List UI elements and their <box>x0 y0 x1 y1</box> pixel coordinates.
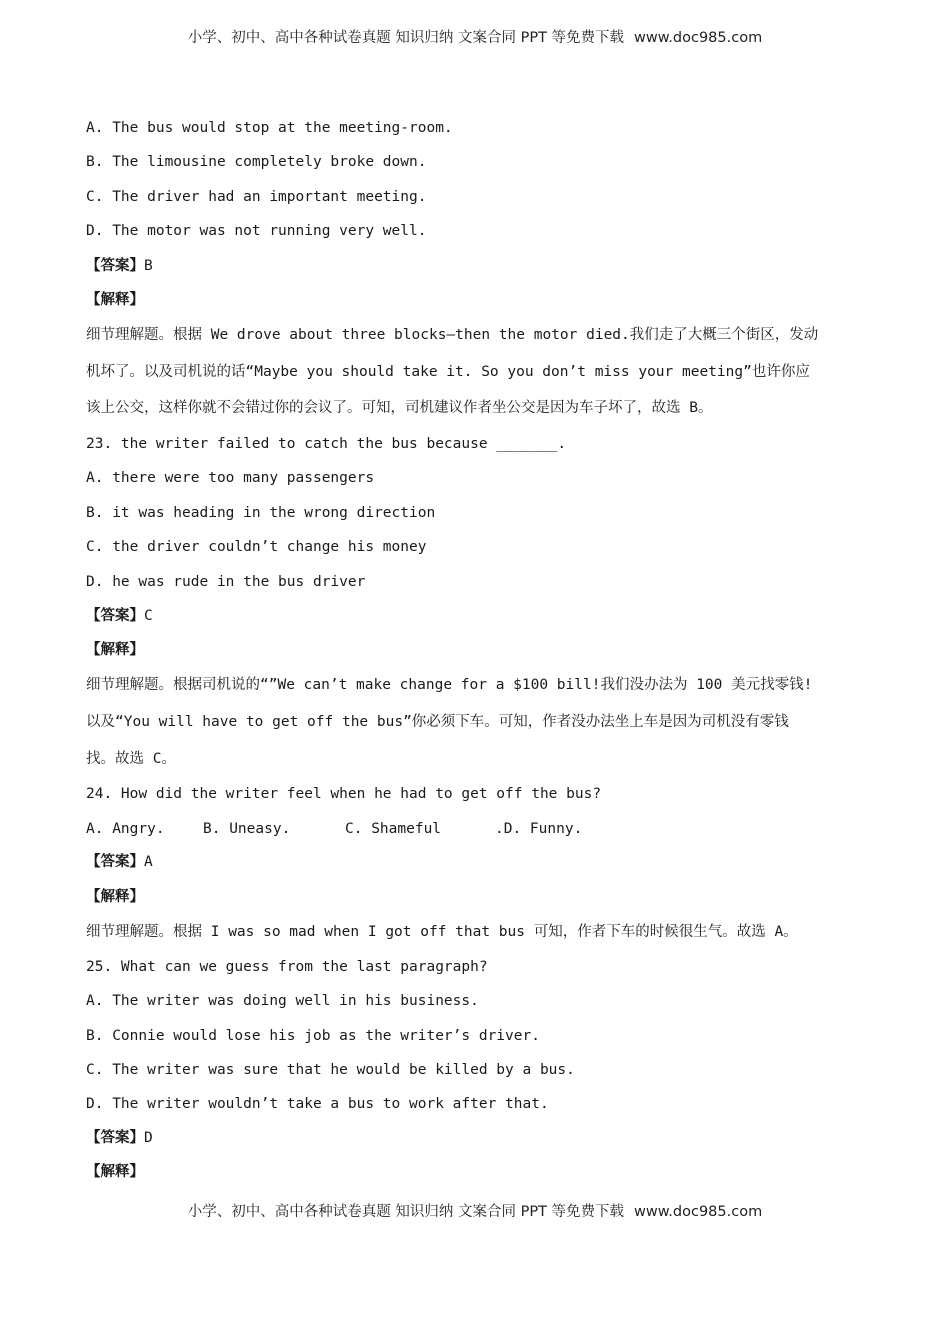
q24-options <box>86 819 582 839</box>
q25-explain-label: 【解释】 <box>86 1164 144 1180</box>
answer-value: B <box>144 258 153 274</box>
q24-answer <box>86 852 153 872</box>
q22-explanation-line-3: 该上公交，这样你就不会错过你的会议了。可知，司机建议作者坐公交是因为车子坏了，故选 B。 <box>86 400 713 416</box>
q23-option-d: D. he was rude in the bus driver <box>86 574 366 590</box>
q24-option-a: A. Angry. <box>86 821 165 837</box>
q22-option-b: B. The limousine completely broke down. <box>86 154 427 170</box>
q22-option-a: A. The bus would stop at the meeting-room. <box>86 120 453 136</box>
q24-explanation-line-1: 细节理解题。根据 I was so mad when I got off that bus 可知，作者下车的时候很生气。故选 A。 <box>86 924 798 940</box>
q25-question: 25. What can we guess from the last paragraph? <box>86 959 488 975</box>
q24-option-c: C. Shameful <box>345 821 442 837</box>
footer-site-link[interactable]: www.doc985.com <box>634 1204 763 1220</box>
q23-explanation-line-1: 细节理解题。根据司机说的“”We can’t make change for a $100 bill!我们没办法为 100 美元找零钱! <box>86 677 813 693</box>
q24-option-b: B. Uneasy. <box>203 821 291 837</box>
answer-value: D <box>144 1130 153 1146</box>
q23-explanation-line-3: 找。故选 C。 <box>86 751 176 767</box>
q23-explain-label: 【解释】 <box>86 642 144 658</box>
q22-explanation-line-1: 细节理解题。根据 We drove about three blocks—then the motor died.我们走了大概三个街区，发动 <box>86 327 819 343</box>
q25-option-d: D. The writer wouldn’t take a bus to work after that. <box>86 1096 549 1112</box>
q22-option-d: D. The motor was not running very well. <box>86 223 427 239</box>
page-footer <box>0 1200 950 1221</box>
q24-explain-label: 【解释】 <box>86 889 144 905</box>
q24-option-d: .D. Funny. <box>495 821 583 837</box>
q23-question: 23. the writer failed to catch the bus because _______. <box>86 436 567 452</box>
answer-value: C <box>144 608 153 624</box>
q22-explain-label: 【解释】 <box>86 292 144 308</box>
q23-explanation-line-2: 以及“You will have to get off the bus”你必须下车。可知，作者没办法坐上车是因为司机没有零钱 <box>86 714 789 730</box>
q22-answer <box>86 256 153 276</box>
answer-label: 【答案】 <box>86 1130 144 1146</box>
q25-option-a: A. The writer was doing well in his business. <box>86 993 479 1009</box>
q23-option-b: B. it was heading in the wrong direction <box>86 505 436 521</box>
q23-answer <box>86 606 153 626</box>
q23-option-a: A. there were too many passengers <box>86 470 375 486</box>
q25-option-c: C. The writer was sure that he would be killed by a bus. <box>86 1062 575 1078</box>
q22-explanation-line-2: 机坏了。以及司机说的话“Maybe you should take it. So you don’t miss your meeting”也许你应 <box>86 364 810 380</box>
q24-question: 24. How did the writer feel when he had to get off the bus? <box>86 786 602 802</box>
q23-option-c: C. the driver couldn’t change his money <box>86 539 427 555</box>
page-header <box>0 26 950 47</box>
answer-label: 【答案】 <box>86 608 144 624</box>
q25-option-b: B. Connie would lose his job as the writer’s driver. <box>86 1028 540 1044</box>
header-text: 小学、初中、高中各种试卷真题 知识归纳 文案合同 PPT 等免费下载 <box>187 30 625 46</box>
q22-option-c: C. The driver had an important meeting. <box>86 189 427 205</box>
footer-text: 小学、初中、高中各种试卷真题 知识归纳 文案合同 PPT 等免费下载 <box>187 1204 625 1220</box>
answer-value: A <box>144 854 153 870</box>
header-site-link[interactable]: www.doc985.com <box>634 30 763 46</box>
answer-label: 【答案】 <box>86 258 144 274</box>
q25-answer <box>86 1128 153 1148</box>
answer-label: 【答案】 <box>86 854 144 870</box>
